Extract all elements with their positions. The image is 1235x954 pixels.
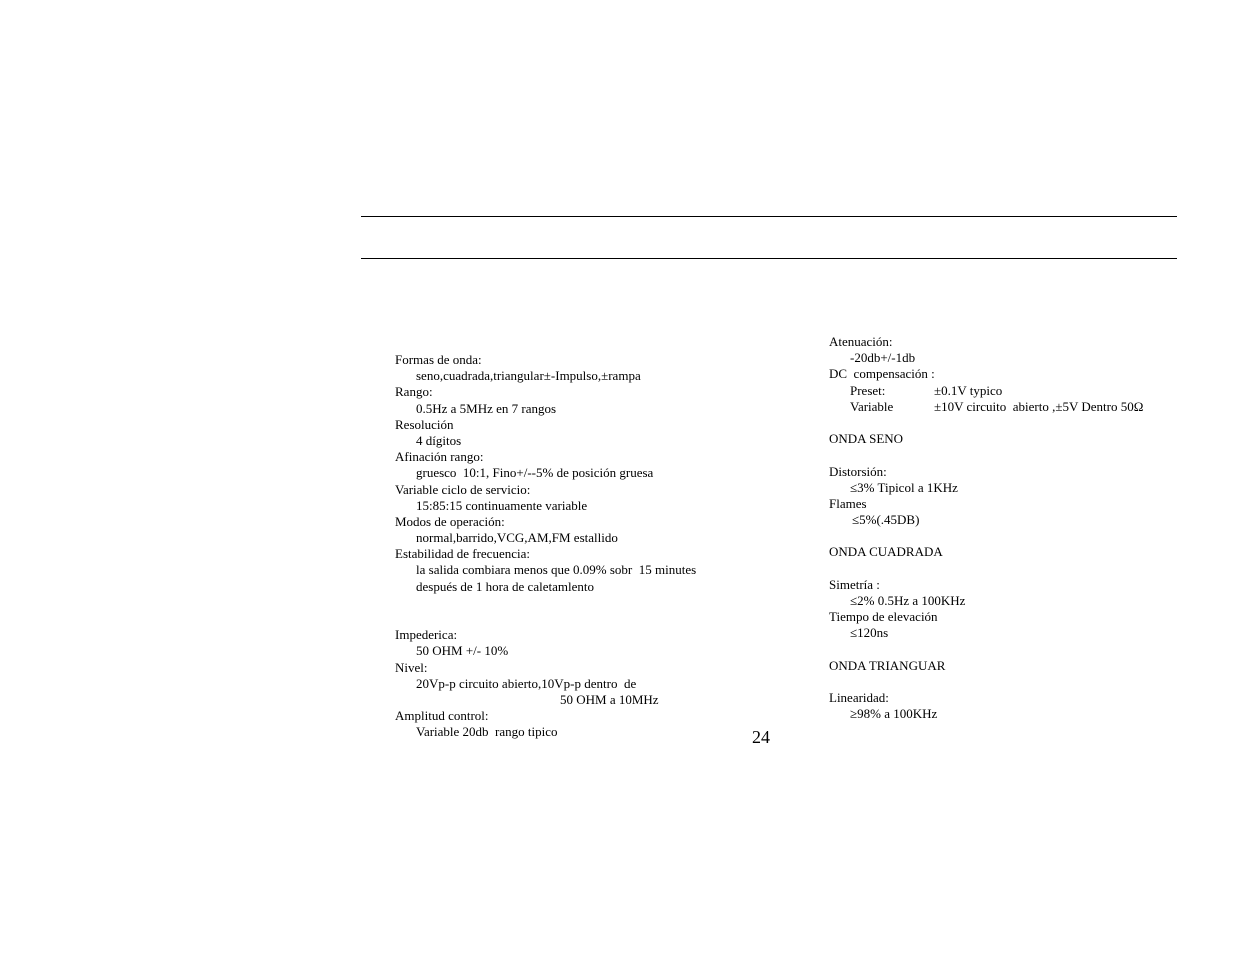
spec-value-amplitud: Variable 20db rango tipico [416,724,558,740]
spacer [829,642,1229,658]
spec-row-preset [829,383,1229,399]
spec-value-formas: seno,cuadrada,triangular±-Impulso,±rampa [416,368,641,384]
spec-label-resolucion: Resolución [395,416,454,432]
spec-value-ciclo: 15:85:15 continuamente variable [416,497,588,513]
spec-value-estabilidad-2: después de 1 hora de caletamlento [416,578,594,594]
spec-value-flames: ≤5%(.45DB) [852,512,920,528]
spec-label-afinacion: Afinación rango: [395,449,484,465]
spec-label-rango: Rango: [395,384,433,400]
section-heading-onda-cuadrada: ONDA CUADRADA [829,544,943,560]
spec-label-amplitud: Amplitud control: [395,708,489,724]
spec-label-flames: Flames [829,495,867,511]
spec-value-impedancia: 50 OHM +/- 10% [416,643,509,659]
spec-row-variable [829,399,1229,415]
spec-label-ciclo: Variable ciclo de servicio: [395,481,531,497]
section-heading-onda-triangular: ONDA TRIANGUAR [829,657,946,673]
spec-value-distorsion: ≤3% Tipicol a 1KHz [850,479,958,495]
spec-label-dc: DC compensación : [829,366,935,382]
spec-value-nivel-2: 50 OHM a 10MHz [560,691,659,707]
spec-key-preset: Preset: [850,382,886,398]
spec-value-afinacion: gruesco 10:1, Fino+/--5% de posición gruesa [416,465,654,481]
spec-key-variable: Variable [850,398,894,414]
spec-label-estabilidad: Estabilidad de frecuencia: [395,546,530,562]
spec-label-nivel: Nivel: [395,659,428,675]
spec-label-simetria: Simetría : [829,576,880,592]
header-rule-bottom [361,258,1177,259]
spec-value-simetria: ≤2% 0.5Hz a 100KHz [850,593,966,608]
spacer [829,674,1229,690]
spec-column-left [395,352,795,741]
spec-label-atenuacion: Atenuación: [829,334,893,349]
spacer [829,415,1229,431]
spec-value-atenuacion: -20db+/-1db [850,350,916,366]
spec-value-modos: normal,barrido,VCG,AM,FM estallido [416,530,618,546]
spec-label-distorsion: Distorsión: [829,463,887,479]
spacer [395,595,795,627]
page-number: 24 [752,727,770,747]
spec-label-formas: Formas de onda: [395,352,482,367]
spec-value-elevacion: ≤120ns [850,625,889,641]
spec-value-rango: 0.5Hz a 5MHz en 7 rangos [416,400,557,416]
spacer [829,561,1229,577]
spec-label-linealidad: Linearidad: [829,690,889,706]
spec-value-estabilidad-1: la salida combiara menos que 0.09% sobr 15 minutes [416,562,697,578]
section-heading-onda-seno: ONDA SENO [829,431,904,447]
header-rule-top [361,216,1177,217]
spec-value-preset: ±0.1V typico [934,382,1003,398]
spec-value-nivel-1: 20Vp-p circuito abierto,10Vp-p dentro de [416,675,637,691]
spacer [829,528,1229,544]
spec-label-impedancia: Impederica: [395,627,458,643]
spec-column-right [829,334,1229,723]
spec-value-resolucion: 4 dígitos [416,432,462,448]
spec-label-modos: Modos de operación: [395,513,505,529]
spec-value-variable: ±10V circuito abierto ,±5V Dentro 50Ω [934,398,1144,414]
spec-value-linealidad: ≥98% a 100KHz [850,706,938,722]
spacer [829,447,1229,463]
spec-label-elevacion: Tiempo de elevación [829,609,938,625]
